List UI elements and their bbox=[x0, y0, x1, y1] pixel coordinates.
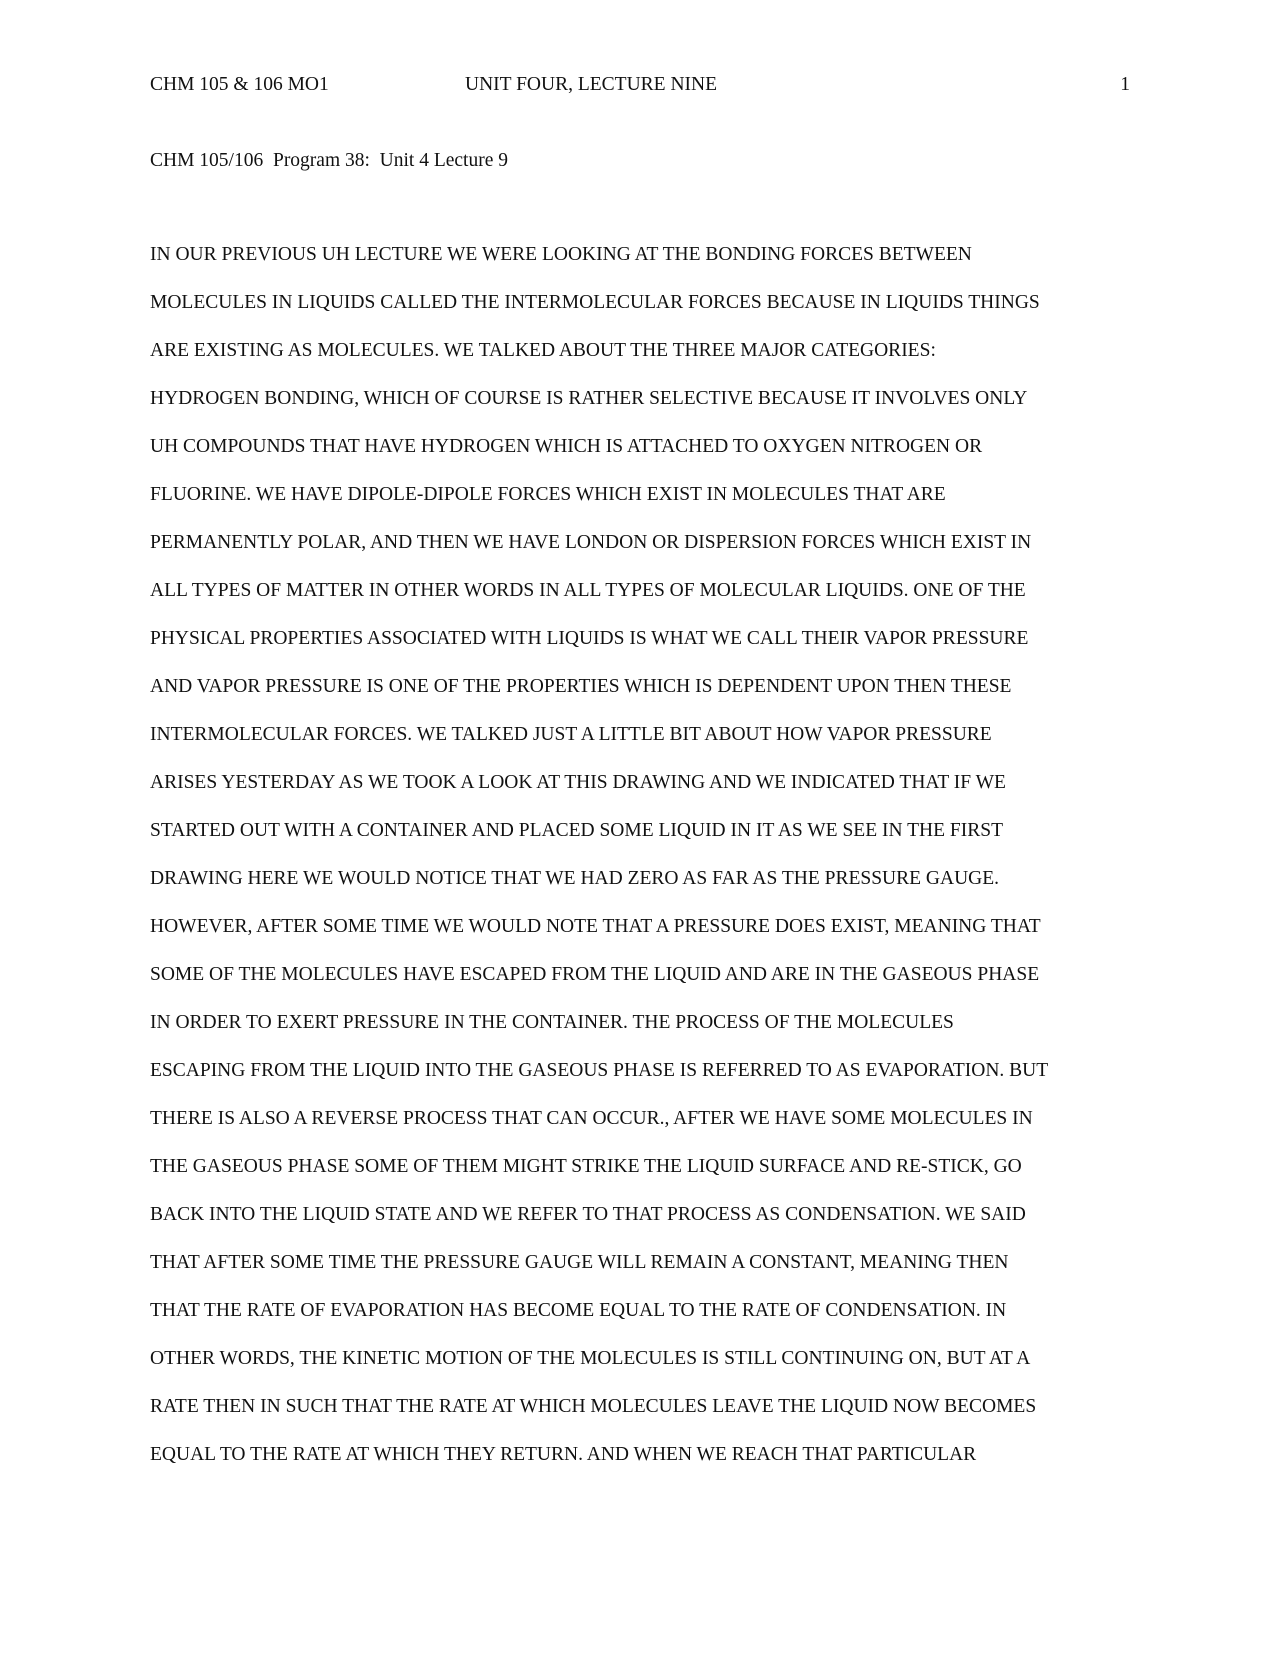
lecture-transcript bbox=[150, 241, 1130, 1489]
transcript-line: THERE IS ALSO A REVERSE PROCESS THAT CAN OCCUR., AFTER WE HAVE SOME MOLECULES IN bbox=[150, 1108, 1033, 1129]
transcript-line: EQUAL TO THE RATE AT WHICH THEY RETURN. AND WHEN WE REACH THAT PARTICULAR bbox=[150, 1444, 977, 1465]
transcript-line: THAT THE RATE OF EVAPORATION HAS BECOME EQUAL TO THE RATE OF CONDENSATION. IN bbox=[150, 1300, 1007, 1321]
page-number: 1 bbox=[1120, 74, 1130, 95]
header-unit-title: UNIT FOUR, LECTURE NINE bbox=[465, 74, 718, 95]
transcript-line: FLUORINE. WE HAVE DIPOLE-DIPOLE FORCES WHICH EXIST IN MOLECULES THAT ARE bbox=[150, 484, 946, 505]
transcript-line: HYDROGEN BONDING, WHICH OF COURSE IS RATHER SELECTIVE BECAUSE IT INVOLVES ONLY bbox=[150, 388, 1028, 409]
transcript-line: INTERMOLECULAR FORCES. WE TALKED JUST A LITTLE BIT ABOUT HOW VAPOR PRESSURE bbox=[150, 724, 992, 745]
transcript-line: ALL TYPES OF MATTER IN OTHER WORDS IN ALL TYPES OF MOLECULAR LIQUIDS. ONE OF THE bbox=[150, 580, 1026, 601]
transcript-line: ESCAPING FROM THE LIQUID INTO THE GASEOUS PHASE IS REFERRED TO AS EVAPORATION. BUT bbox=[150, 1060, 1049, 1081]
transcript-line: BACK INTO THE LIQUID STATE AND WE REFER TO THAT PROCESS AS CONDENSATION. WE SAID bbox=[150, 1204, 1026, 1225]
transcript-line: THE GASEOUS PHASE SOME OF THEM MIGHT STRIKE THE LIQUID SURFACE AND RE-STICK, GO bbox=[150, 1156, 1022, 1177]
transcript-line: RATE THEN IN SUCH THAT THE RATE AT WHICH MOLECULES LEAVE THE LIQUID NOW BECOMES bbox=[150, 1396, 1037, 1417]
transcript-line: SOME OF THE MOLECULES HAVE ESCAPED FROM THE LIQUID AND ARE IN THE GASEOUS PHASE bbox=[150, 964, 1040, 985]
transcript-line: PERMANENTLY POLAR, AND THEN WE HAVE LONDON OR DISPERSION FORCES WHICH EXIST IN bbox=[150, 532, 1032, 553]
transcript-line: HOWEVER, AFTER SOME TIME WE WOULD NOTE THAT A PRESSURE DOES EXIST, MEANING THAT bbox=[150, 916, 1041, 937]
transcript-line: THAT AFTER SOME TIME THE PRESSURE GAUGE WILL REMAIN A CONSTANT, MEANING THEN bbox=[150, 1252, 1009, 1273]
transcript-line: AND VAPOR PRESSURE IS ONE OF THE PROPERTIES WHICH IS DEPENDENT UPON THEN THESE bbox=[150, 676, 1012, 697]
document-title: CHM 105/106 Program 38: Unit 4 Lecture 9 bbox=[150, 150, 508, 171]
transcript-line: PHYSICAL PROPERTIES ASSOCIATED WITH LIQUIDS IS WHAT WE CALL THEIR VAPOR PRESSURE bbox=[150, 628, 1029, 649]
transcript-line: DRAWING HERE WE WOULD NOTICE THAT WE HAD ZERO AS FAR AS THE PRESSURE GAUGE. bbox=[150, 868, 1000, 889]
page-header bbox=[150, 74, 1130, 102]
transcript-line: IN OUR PREVIOUS UH LECTURE WE WERE LOOKING AT THE BONDING FORCES BETWEEN bbox=[150, 244, 972, 265]
transcript-line: ARE EXISTING AS MOLECULES. WE TALKED ABOUT THE THREE MAJOR CATEGORIES: bbox=[150, 340, 936, 361]
transcript-line: IN ORDER TO EXERT PRESSURE IN THE CONTAINER. THE PROCESS OF THE MOLECULES bbox=[150, 1012, 954, 1033]
transcript-line: ARISES YESTERDAY AS WE TOOK A LOOK AT THIS DRAWING AND WE INDICATED THAT IF WE bbox=[150, 772, 1006, 793]
transcript-line: OTHER WORDS, THE KINETIC MOTION OF THE MOLECULES IS STILL CONTINUING ON, BUT AT A bbox=[150, 1348, 1031, 1369]
header-course-code: CHM 105 & 106 MO1 bbox=[150, 74, 329, 95]
transcript-line: UH COMPOUNDS THAT HAVE HYDROGEN WHICH IS ATTACHED TO OXYGEN NITROGEN OR bbox=[150, 436, 983, 457]
transcript-line: MOLECULES IN LIQUIDS CALLED THE INTERMOLECULAR FORCES BECAUSE IN LIQUIDS THINGS bbox=[150, 292, 1040, 313]
transcript-line: STARTED OUT WITH A CONTAINER AND PLACED SOME LIQUID IN IT AS WE SEE IN THE FIRST bbox=[150, 820, 1003, 841]
